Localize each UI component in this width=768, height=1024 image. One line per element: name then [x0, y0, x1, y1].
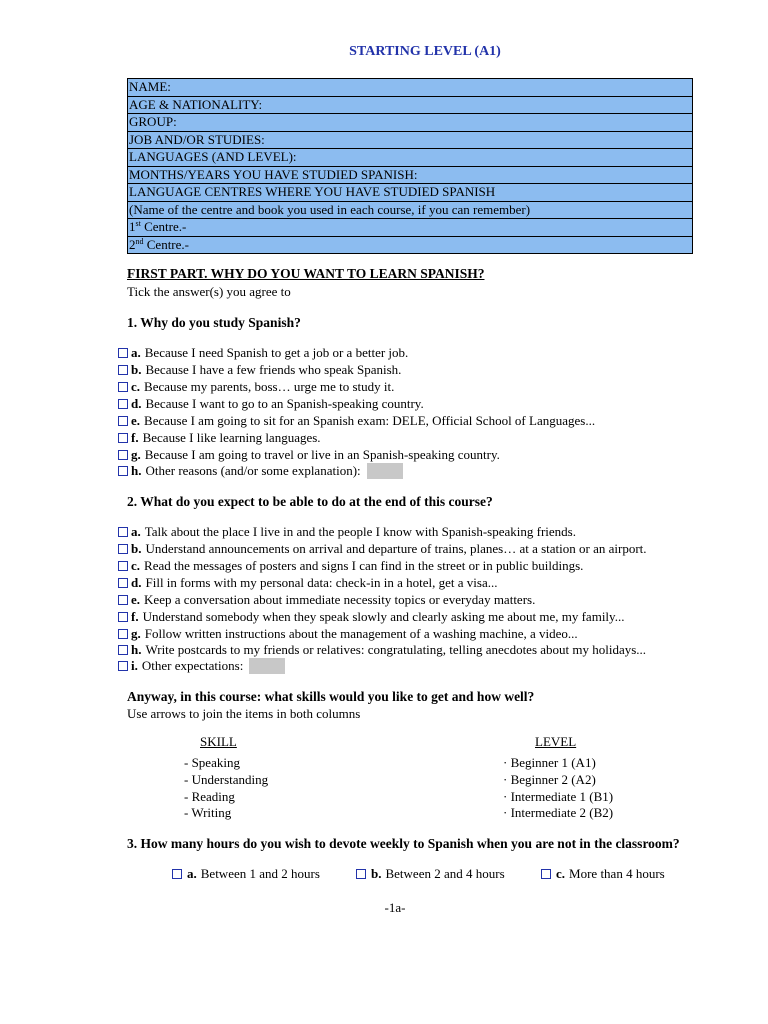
- q1-option-g[interactable]: [118, 447, 500, 463]
- centre-1-label: Centre.-: [140, 219, 187, 234]
- option-letter: h.: [131, 642, 142, 657]
- centre-1-number: 1: [129, 219, 136, 234]
- option-letter: a.: [187, 866, 197, 881]
- centre-2-label: Centre.-: [143, 236, 189, 252]
- option-text: Fill in forms with my personal data: check-in in a hotel, get a visa...: [145, 575, 498, 590]
- q1-option-a[interactable]: [118, 345, 408, 361]
- info-row-centre-1[interactable]: [128, 219, 692, 237]
- q2-option-i[interactable]: [118, 658, 285, 674]
- info-row-centre-note: (Name of the centre and book you used in each course, if you can remember): [128, 202, 692, 220]
- checkbox[interactable]: [541, 869, 551, 879]
- checkbox[interactable]: [118, 348, 128, 358]
- info-row-language-centres: LANGUAGE CENTRES WHERE YOU HAVE STUDIED SPANISH: [128, 184, 692, 202]
- option-letter: b.: [131, 541, 142, 556]
- checkbox[interactable]: [118, 629, 128, 639]
- centre-2-suffix: nd: [135, 236, 144, 246]
- q1-option-d[interactable]: [118, 396, 424, 412]
- q2-option-e[interactable]: [118, 592, 535, 608]
- q3-option-a[interactable]: [172, 866, 320, 882]
- checkbox[interactable]: [118, 365, 128, 375]
- level-column-heading: LEVEL: [535, 734, 577, 749]
- option-text: Write postcards to my friends or relatives: congratulating, telling anecdotes about my holidays...: [145, 642, 647, 657]
- info-row-age-nationality[interactable]: AGE & NATIONALITY:: [128, 97, 692, 115]
- option-text: Other reasons (and/or some explanation):: [145, 463, 361, 478]
- option-letter: b.: [371, 866, 382, 881]
- info-row-months-years[interactable]: MONTHS/YEARS YOU HAVE STUDIED SPANISH:: [128, 167, 692, 185]
- level-intermediate-2[interactable]: · Intermediate 2 (B2): [503, 805, 614, 820]
- option-letter: e.: [131, 413, 141, 428]
- checkbox[interactable]: [118, 466, 128, 476]
- skill-understanding[interactable]: - Understanding: [184, 772, 269, 787]
- q1-option-e[interactable]: [118, 413, 595, 429]
- q1-option-c[interactable]: [118, 379, 394, 395]
- option-letter: g.: [131, 447, 141, 462]
- info-row-centre-2[interactable]: [128, 237, 692, 254]
- option-text: Understand announcements on arrival and departure of trains, planes… at a station or an airport.: [145, 541, 647, 556]
- skill-writing[interactable]: - Writing: [184, 805, 232, 820]
- option-text: Keep a conversation about immediate necessity topics or everyday matters.: [144, 592, 536, 607]
- option-text: Understand somebody when they speak slowly and clearly asking me about me, my family...: [142, 609, 625, 624]
- skill-column-heading: SKILL: [200, 734, 237, 749]
- option-text: Because I need Spanish to get a job or a better job.: [144, 345, 409, 360]
- option-letter: g.: [131, 626, 141, 641]
- option-letter: c.: [131, 558, 141, 573]
- q3-option-b[interactable]: [356, 866, 505, 882]
- info-row-group[interactable]: GROUP:: [128, 114, 692, 132]
- skill-speaking[interactable]: - Speaking: [184, 755, 240, 770]
- option-letter: i.: [131, 658, 138, 673]
- option-letter: f.: [131, 609, 139, 624]
- option-letter: c.: [556, 866, 566, 881]
- checkbox[interactable]: [118, 544, 128, 554]
- option-text: More than 4 hours: [569, 866, 665, 881]
- centre-2-number: 2: [129, 236, 136, 252]
- page-title: STARTING LEVEL (A1): [349, 44, 501, 59]
- option-text: Because I like learning languages.: [142, 430, 321, 445]
- option-text: Because I am going to travel or live in an Spanish-speaking country.: [144, 447, 500, 462]
- info-row-languages[interactable]: LANGUAGES (AND LEVEL):: [128, 149, 692, 167]
- q1-option-b[interactable]: [118, 362, 401, 378]
- option-letter: h.: [131, 463, 142, 478]
- option-text: Other expectations:: [141, 658, 244, 673]
- checkbox[interactable]: [118, 450, 128, 460]
- question-3: 3. How many hours do you wish to devote weekly to Spanish when you are not in the classroom?: [127, 836, 680, 851]
- centre-1-suffix: st: [135, 219, 141, 228]
- info-row-name[interactable]: NAME:: [128, 79, 692, 97]
- q2-option-h[interactable]: [118, 642, 646, 658]
- checkbox[interactable]: [118, 382, 128, 392]
- q2-option-c[interactable]: [118, 558, 583, 574]
- option-text: Because I want to go to an Spanish-speaking country.: [145, 396, 424, 411]
- option-letter: e.: [131, 592, 141, 607]
- checkbox[interactable]: [118, 578, 128, 588]
- skills-question: Anyway, in this course: what skills would you like to get and how well?: [127, 689, 535, 704]
- skill-reading[interactable]: - Reading: [184, 789, 235, 804]
- q2-option-d[interactable]: [118, 575, 498, 591]
- info-row-job-studies[interactable]: JOB AND/OR STUDIES:: [128, 132, 692, 150]
- checkbox[interactable]: [118, 527, 128, 537]
- option-text: Follow written instructions about the management of a washing machine, a video...: [144, 626, 578, 641]
- checkbox[interactable]: [118, 595, 128, 605]
- tick-instruction: Tick the answer(s) you agree to: [127, 284, 291, 299]
- personal-info-table: [127, 78, 693, 254]
- q2-option-a[interactable]: [118, 524, 576, 540]
- checkbox[interactable]: [118, 433, 128, 443]
- checkbox[interactable]: [118, 645, 128, 655]
- level-beginner-2[interactable]: · Beginner 2 (A2): [503, 772, 596, 787]
- option-text: Read the messages of posters and signs I can find in the street or in public buildings.: [144, 558, 584, 573]
- option-letter: d.: [131, 396, 142, 411]
- checkbox[interactable]: [118, 661, 128, 671]
- option-letter: d.: [131, 575, 142, 590]
- q2-option-f[interactable]: [118, 609, 624, 625]
- checkbox[interactable]: [172, 869, 182, 879]
- option-letter: a.: [131, 345, 141, 360]
- option-letter: a.: [131, 524, 141, 539]
- checkbox[interactable]: [118, 612, 128, 622]
- q1-option-f[interactable]: [118, 430, 321, 446]
- level-intermediate-1[interactable]: · Intermediate 1 (B1): [503, 789, 614, 804]
- q1-option-h[interactable]: [118, 463, 403, 479]
- option-letter: b.: [131, 362, 142, 377]
- option-letter: f.: [131, 430, 139, 445]
- q2-option-b[interactable]: [118, 541, 647, 557]
- checkbox[interactable]: [356, 869, 366, 879]
- other-expectations-input[interactable]: [249, 658, 285, 674]
- option-text: Because I am going to sit for an Spanish exam: DELE, Official School of Languages...: [144, 413, 596, 428]
- other-reasons-input[interactable]: [367, 463, 403, 479]
- question-2: 2. What do you expect to be able to do at the end of this course?: [127, 494, 493, 509]
- option-text: Because my parents, boss… urge me to study it.: [144, 379, 395, 394]
- first-part-heading: FIRST PART. WHY DO YOU WANT TO LEARN SPANISH?: [127, 266, 485, 281]
- page-number: -1a-: [384, 900, 406, 915]
- option-text: Talk about the place I live in and the people I know with Spanish-speaking friends.: [144, 524, 576, 539]
- question-1: 1. Why do you study Spanish?: [127, 315, 301, 330]
- level-beginner-1[interactable]: · Beginner 1 (A1): [503, 755, 596, 770]
- option-text: Because I have a few friends who speak Spanish.: [145, 362, 402, 377]
- checkbox[interactable]: [118, 416, 128, 426]
- option-text: Between 2 and 4 hours: [385, 866, 505, 881]
- option-text: Between 1 and 2 hours: [200, 866, 320, 881]
- checkbox[interactable]: [118, 561, 128, 571]
- checkbox[interactable]: [118, 399, 128, 409]
- arrows-instruction: Use arrows to join the items in both columns: [127, 706, 361, 721]
- q2-option-g[interactable]: [118, 626, 578, 642]
- option-letter: c.: [131, 379, 141, 394]
- q3-option-c[interactable]: [541, 866, 665, 882]
